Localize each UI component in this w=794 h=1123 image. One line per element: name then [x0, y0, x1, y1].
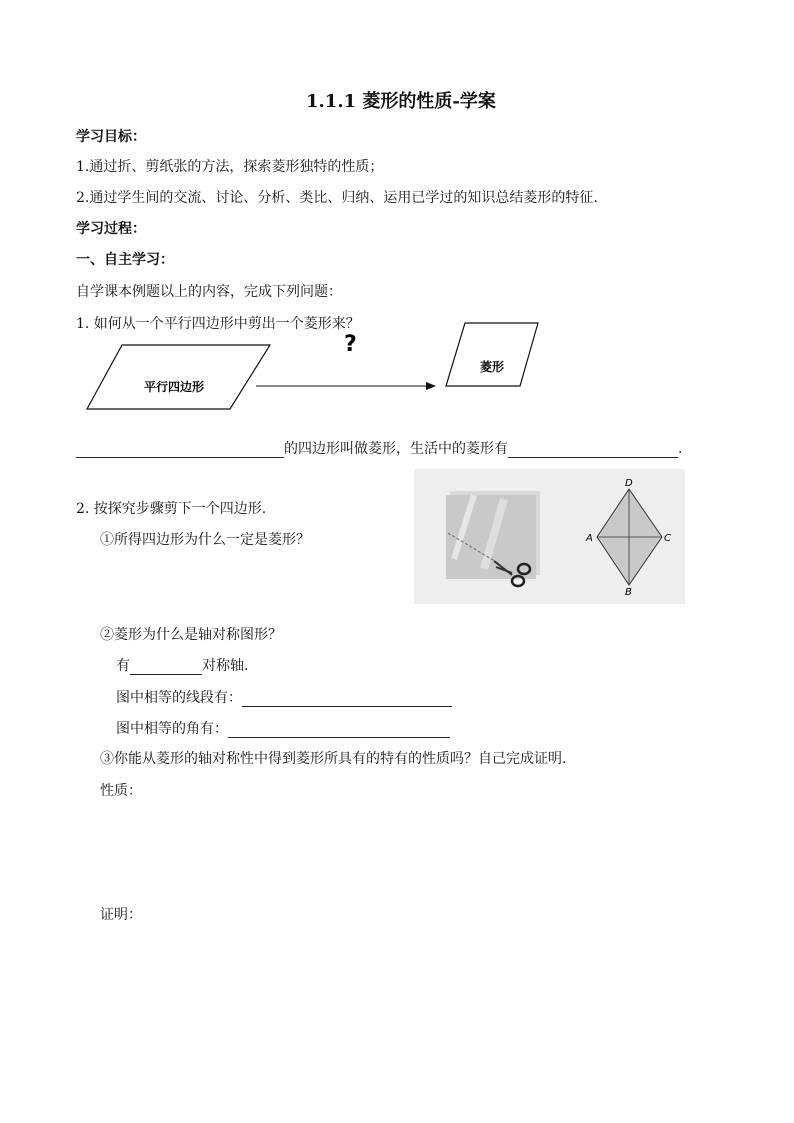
page-title: 1.1.1 菱形的性质-学案: [306, 91, 496, 112]
axis-fill-line: [116, 655, 248, 675]
blank-equal-angles[interactable]: [228, 722, 450, 738]
vertex-label-a: A: [586, 533, 593, 544]
cutting-illustration: [414, 469, 685, 604]
axis-suffix: 对称轴.: [202, 658, 249, 674]
objective-item-1: 1.通过折、剪纸张的方法，探索菱形独特的性质；: [76, 159, 384, 175]
equal-segments-label: 图中相等的线段有：: [116, 690, 242, 706]
vertex-label-c: C: [664, 533, 671, 544]
process-heading: 学习过程：: [76, 221, 146, 237]
property-label: 性质：: [100, 783, 142, 799]
rhombus-shape: [446, 323, 538, 386]
blank-axis-count[interactable]: [130, 659, 202, 675]
cutting-illustration-svg: [414, 469, 685, 604]
parallelogram-shape: [87, 345, 270, 409]
question-2-sub-3: ③你能从菱形的轴对称性中得到菱形所具有的特有的性质吗？自己完成证明.: [100, 751, 567, 767]
question-2-sub-1: ①所得四边形为什么一定是菱形？: [100, 532, 310, 548]
axis-prefix: 有: [116, 658, 130, 674]
equal-angles-label: 图中相等的角有：: [116, 721, 228, 737]
objectives-heading: 学习目标：: [76, 129, 146, 145]
rhombus-label: 菱形: [480, 360, 505, 374]
section-self-study: 一、自主学习：: [76, 252, 174, 268]
equal-angles-line: [116, 718, 450, 738]
definition-fill-line: [76, 438, 682, 458]
vertex-label-d: D: [625, 478, 633, 489]
definition-end: .: [678, 441, 683, 457]
blank-life-examples[interactable]: [508, 442, 678, 458]
self-study-intro: 自学课本例题以上的内容，完成下列问题：: [76, 284, 342, 300]
question-2-sub-2: ②菱形为什么是轴对称图形？: [100, 627, 282, 643]
question-2: 2. 按探究步骤剪下一个四边形.: [76, 501, 267, 517]
question-mark: ?: [344, 332, 357, 357]
parallelogram-label: 平行四边形: [144, 380, 205, 394]
arrow-head: [426, 382, 436, 390]
vertex-label-b: B: [625, 587, 632, 598]
equal-segments-line: [116, 687, 452, 707]
objective-item-2: 2.通过学生间的交流、讨论、分析、类比、归纳、运用已学过的知识总结菱形的特征.: [76, 190, 598, 206]
blank-definition[interactable]: [76, 442, 284, 458]
blank-equal-segments[interactable]: [242, 691, 452, 707]
proof-label: 证明：: [100, 907, 142, 923]
definition-text: 的四边形叫做菱形，生活中的菱形有: [284, 441, 508, 457]
parallelogram-to-rhombus-diagram: [80, 318, 550, 418]
question-1: 1. 如何从一个平行四边形中剪出一个菱形来？: [76, 316, 360, 332]
